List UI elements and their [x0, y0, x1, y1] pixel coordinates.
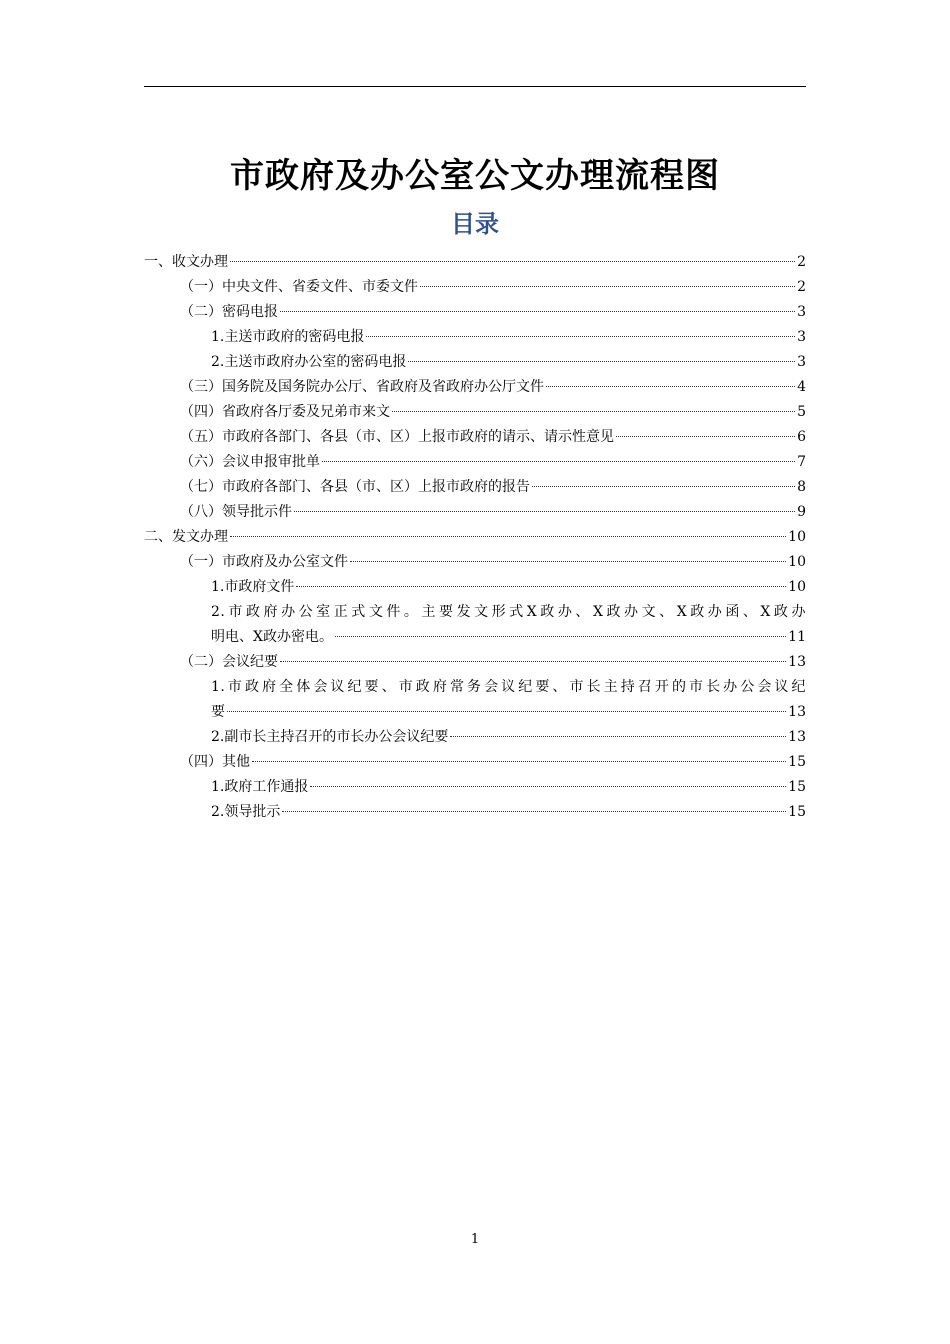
toc-entry[interactable]: [144, 350, 806, 375]
toc-leader: [532, 486, 795, 487]
toc-entry[interactable]: [144, 400, 806, 425]
toc-entry[interactable]: [144, 475, 806, 500]
toc-entry-page: 15: [788, 804, 806, 820]
toc-entry[interactable]: [144, 500, 806, 525]
toc-entry-label: （二）会议纪要: [180, 654, 278, 670]
table-of-contents: [144, 250, 806, 825]
toc-entry-label-line2: 明电、X政办密电。: [211, 629, 333, 645]
toc-entry-page: 10: [788, 579, 806, 595]
toc-heading: 目录: [451, 210, 499, 238]
toc-entry-label: （六）会议申报审批单: [180, 454, 320, 470]
toc-leader: [227, 711, 786, 712]
toc-entry-page: 10: [788, 554, 806, 570]
toc-entry-label: （五）市政府各部门、各县（市、区）上报市政府的请示、请示性意见: [180, 429, 614, 445]
toc-entry-page: 3: [797, 304, 806, 320]
toc-entry[interactable]: [144, 725, 806, 750]
toc-leader: [230, 536, 786, 537]
toc-leader: [392, 411, 795, 412]
toc-entry-page: 13: [788, 704, 806, 720]
toc-entry[interactable]: [144, 575, 806, 600]
toc-entry[interactable]: [144, 600, 806, 650]
toc-entry-page: 3: [797, 354, 806, 370]
toc-leader: [616, 436, 795, 437]
toc-entry[interactable]: [144, 525, 806, 550]
toc-entry[interactable]: [144, 425, 806, 450]
toc-entry[interactable]: [144, 250, 806, 275]
toc-entry-label: 二、发文办理: [144, 529, 228, 545]
toc-entry-label: （四）其他: [180, 754, 250, 770]
toc-entry-page: 13: [788, 654, 806, 670]
toc-entry[interactable]: [144, 750, 806, 775]
toc-entry[interactable]: [144, 375, 806, 400]
toc-entry-label: 一、收文办理: [144, 254, 228, 270]
toc-entry-label: （七）市政府各部门、各县（市、区）上报市政府的报告: [180, 479, 530, 495]
toc-entry-page: 10: [788, 529, 806, 545]
toc-entry[interactable]: [144, 775, 806, 800]
toc-entry-page: 2: [797, 279, 806, 295]
toc-leader: [294, 511, 795, 512]
toc-leader: [296, 586, 786, 587]
page-number: 1: [470, 1232, 480, 1247]
toc-leader: [322, 461, 795, 462]
toc-leader: [252, 761, 786, 762]
toc-leader: [350, 561, 786, 562]
toc-leader: [366, 336, 795, 337]
toc-entry-page: 8: [797, 479, 806, 495]
toc-leader: [546, 386, 795, 387]
toc-entry-page: 3: [797, 329, 806, 345]
toc-leader: [450, 736, 786, 737]
toc-entry-label: 1.主送市政府的密码电报: [211, 329, 365, 345]
toc-leader: [280, 311, 795, 312]
toc-entry-label: （三）国务院及国务院办公厅、省政府及省政府办公厅文件: [180, 379, 544, 395]
toc-entry-page: 9: [797, 504, 806, 520]
toc-leader: [310, 786, 786, 787]
toc-entry-label: 2.领导批示: [211, 804, 281, 820]
toc-entry-page: 5: [797, 404, 806, 420]
toc-leader: [280, 661, 786, 662]
toc-entry-label: （四）省政府各厅委及兄弟市来文: [180, 404, 390, 420]
toc-entry-page: 2: [797, 254, 806, 270]
toc-entry[interactable]: [144, 325, 806, 350]
toc-entry-label: （一）中央文件、省委文件、市委文件: [180, 279, 418, 295]
toc-entry-label-line2: 要: [211, 704, 225, 720]
toc-entry-page: 15: [788, 754, 806, 770]
toc-leader: [420, 286, 795, 287]
toc-entry-page: 6: [797, 429, 806, 445]
toc-entry-label: 2.副市长主持召开的市长办公会议纪要: [211, 729, 449, 745]
toc-entry-page: 15: [788, 779, 806, 795]
toc-entry[interactable]: [144, 650, 806, 675]
toc-entry-label: 1.市政府文件: [211, 579, 295, 595]
toc-leader: [408, 361, 795, 362]
toc-entry-page: 11: [788, 629, 806, 645]
toc-entry[interactable]: [144, 550, 806, 575]
toc-entry[interactable]: [144, 450, 806, 475]
toc-entry-label: （二）密码电报: [180, 304, 278, 320]
toc-entry-label: （八）领导批示件: [180, 504, 292, 520]
toc-entry-page: 4: [797, 379, 806, 395]
toc-entry-label: 2.主送市政府办公室的密码电报: [211, 354, 407, 370]
toc-leader: [335, 636, 786, 637]
header-rule: [144, 86, 806, 87]
toc-entry[interactable]: [144, 275, 806, 300]
toc-leader: [282, 811, 786, 812]
toc-entry-page: 7: [797, 454, 806, 470]
toc-entry-label: （一）市政府及办公室文件: [180, 554, 348, 570]
toc-entry-label-line1: 2.市政府办公室正式文件。主要发文形式X政办、X政办文、X政办函、X政办: [211, 604, 806, 620]
toc-entry[interactable]: [144, 300, 806, 325]
toc-entry-page: 13: [788, 729, 806, 745]
toc-entry[interactable]: [144, 800, 806, 825]
toc-entry[interactable]: [144, 675, 806, 725]
document-title: 市政府及办公室公文办理流程图: [230, 156, 720, 196]
toc-entry-label: 1.政府工作通报: [211, 779, 309, 795]
toc-leader: [230, 261, 795, 262]
toc-entry-label-line1: 1.市政府全体会议纪要、市政府常务会议纪要、市长主持召开的市长办公会议纪: [211, 679, 806, 695]
